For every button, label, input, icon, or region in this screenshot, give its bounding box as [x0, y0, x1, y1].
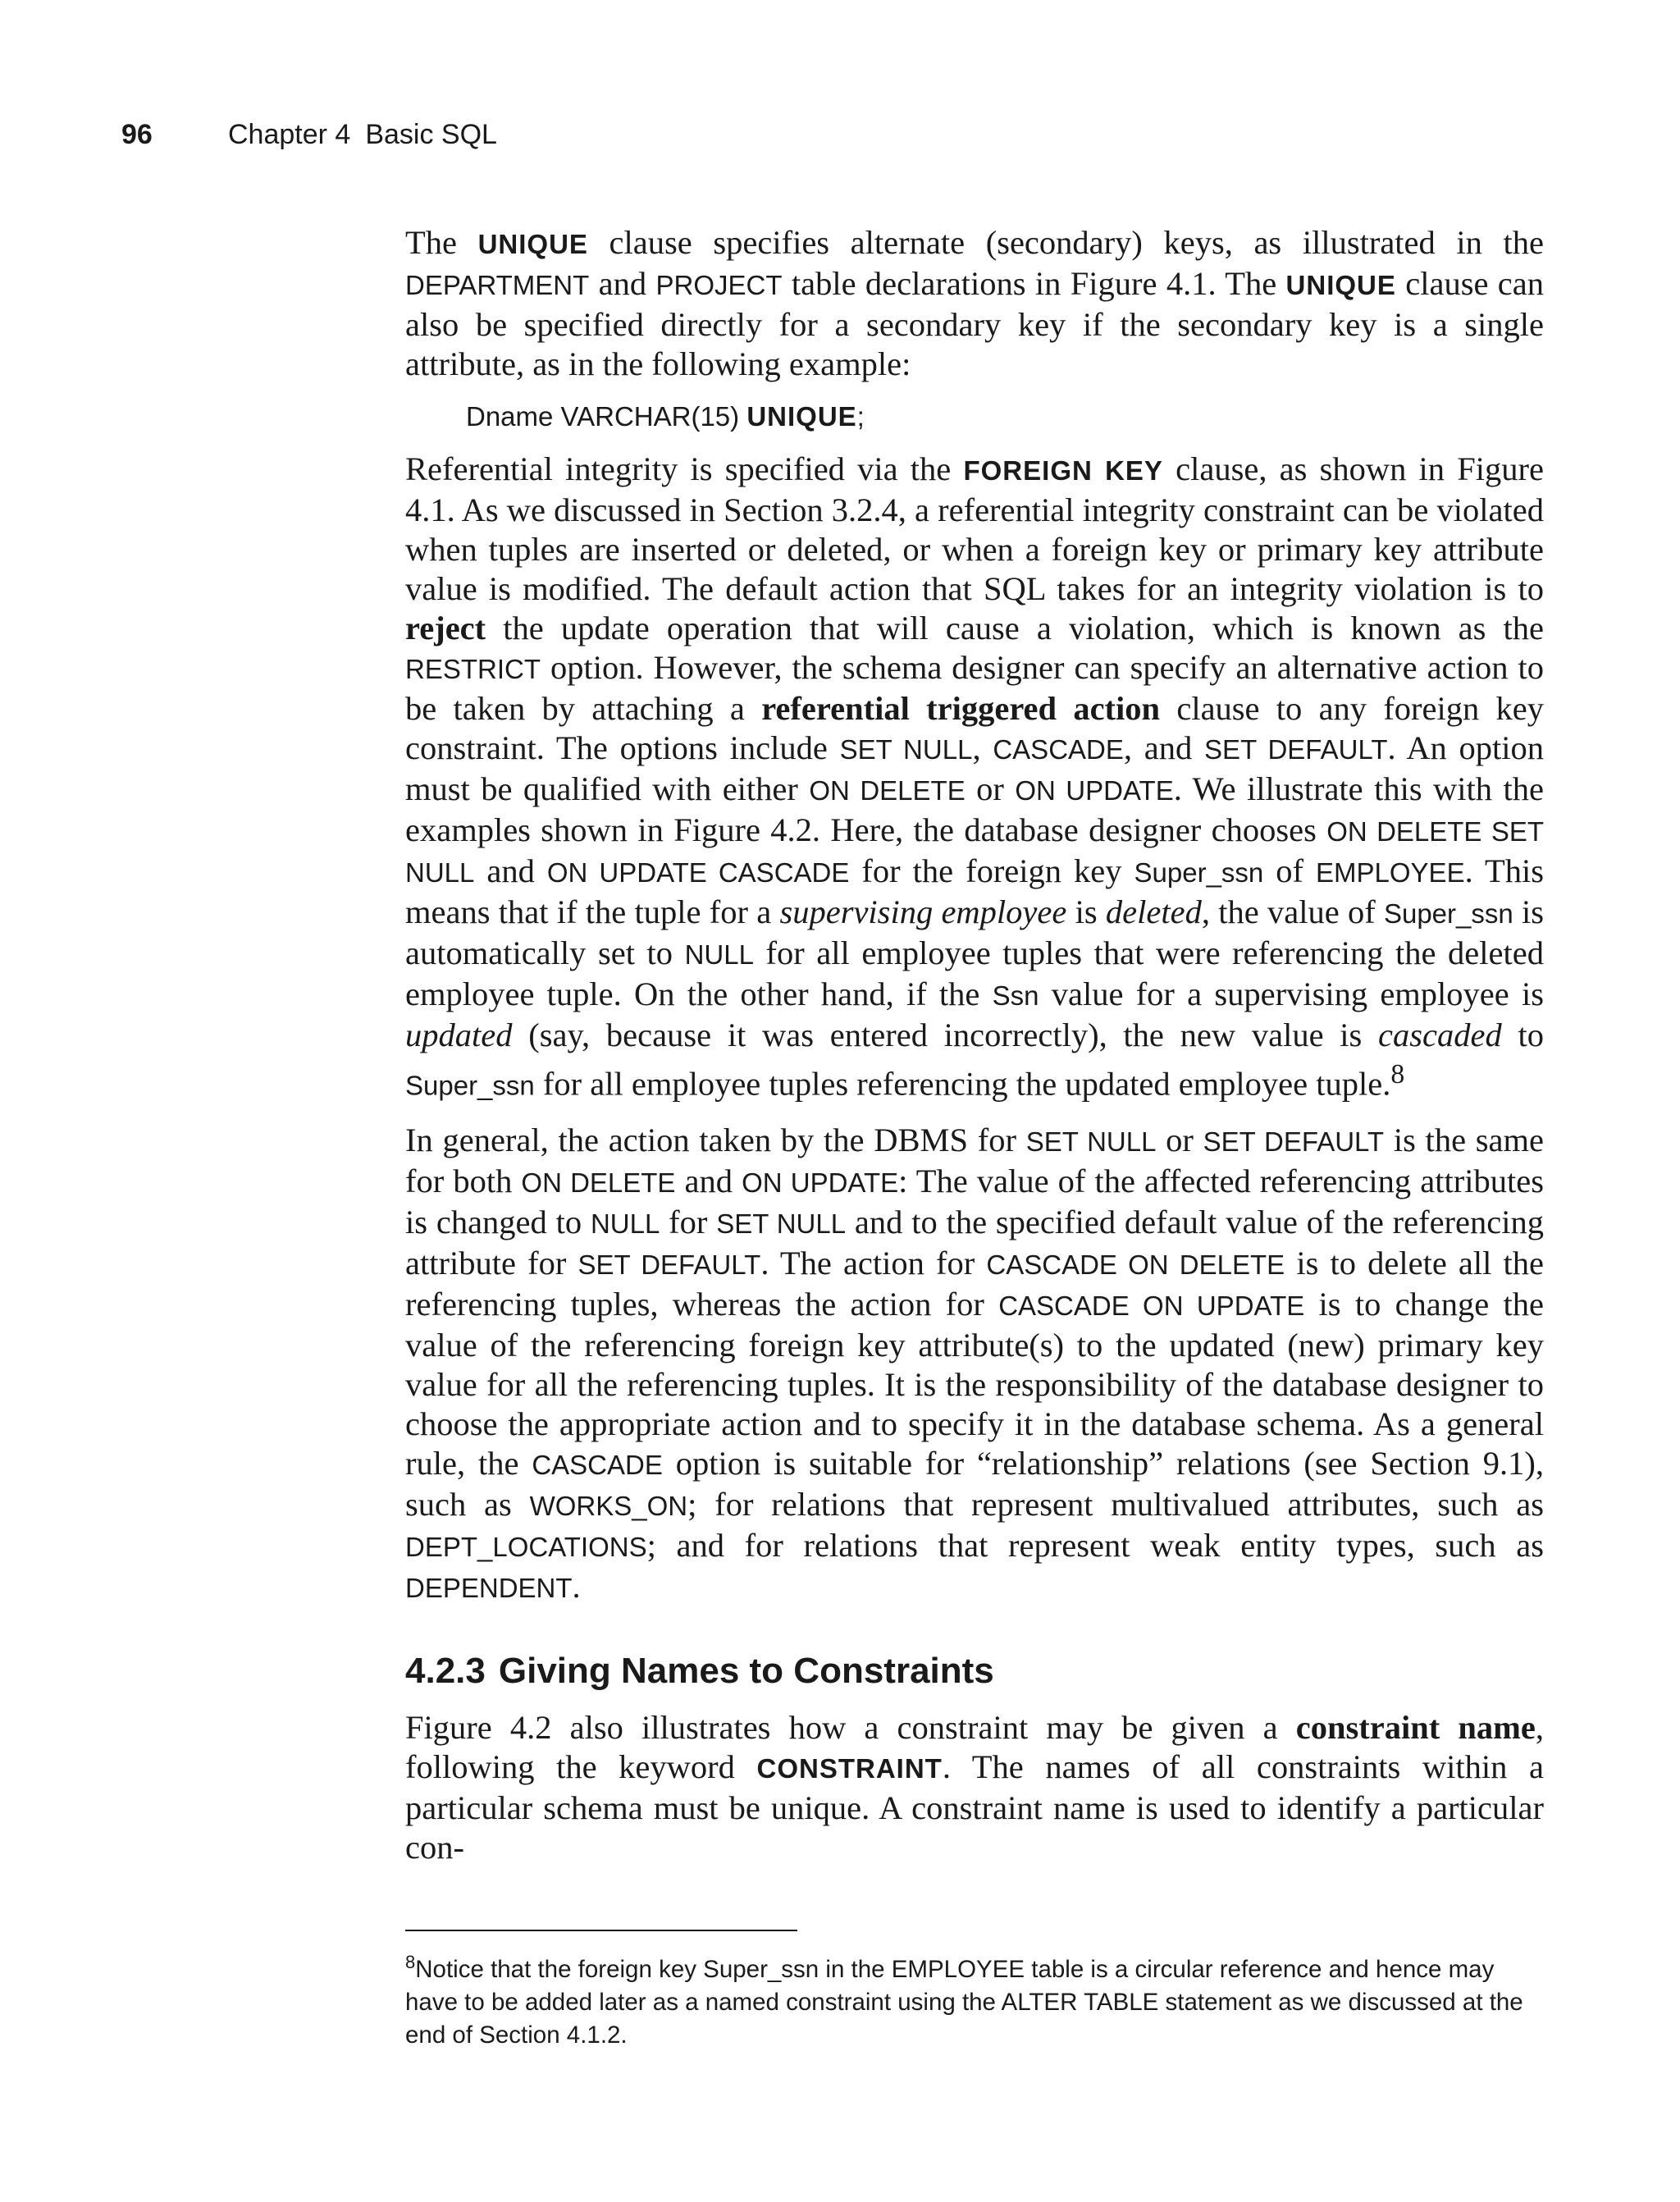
- keyword: CASCADE ON UPDATE: [998, 1290, 1305, 1321]
- text: . This means that if the tuple for a: [405, 852, 1544, 930]
- footnote-marker: 8: [405, 1952, 416, 1972]
- text: to: [1501, 1016, 1544, 1053]
- text: and: [474, 852, 547, 889]
- text: .: [572, 1567, 581, 1605]
- keyword: FOREIGN KEY: [963, 455, 1163, 486]
- keyword: Ssn: [992, 980, 1039, 1011]
- text: clause to any foreign key constraint. The options include: [405, 690, 1545, 766]
- text: ,: [972, 729, 993, 766]
- footnote-reference: 8: [1390, 1059, 1405, 1090]
- text: , and: [1123, 729, 1205, 766]
- footnote: [405, 1946, 1545, 2052]
- text: In general, the action taken by the DBMS for: [405, 1121, 1026, 1158]
- keyword: ON UPDATE: [1015, 775, 1174, 806]
- keyword: PROJECT: [655, 270, 783, 300]
- text: option. However, the schema designer can specify an alternative action to be taken by attaching a: [405, 649, 1544, 727]
- keyword: ON UPDATE: [742, 1167, 899, 1198]
- text: Referential integrity is specified via the: [405, 450, 964, 487]
- keyword: DEPARTMENT: [405, 270, 590, 300]
- text: . We illustrate this with the examples shown in Figure 4.2. Here, the database designer chooses: [405, 770, 1544, 848]
- text: and: [675, 1162, 742, 1199]
- text: The: [405, 224, 478, 261]
- text: value for a supervising employee is: [1039, 975, 1545, 1012]
- text: for all employee tuples that were referencing the deleted employee tuple. On the other hand, if the: [405, 934, 1544, 1012]
- keyword: DEPENDENT: [405, 1572, 573, 1603]
- text: , following the keyword: [405, 1708, 1544, 1785]
- footnote-divider: [405, 1930, 797, 1931]
- paragraph-unique-clause: [405, 223, 1544, 384]
- bold-term: referential triggered action: [761, 690, 1161, 727]
- text: is automatically set to: [405, 893, 1545, 971]
- keyword: SET DEFAULT: [578, 1249, 761, 1280]
- text: for: [660, 1203, 717, 1240]
- text: of: [1263, 852, 1317, 889]
- keyword: ON DELETE: [809, 775, 966, 806]
- keyword: ON DELETE: [521, 1167, 676, 1198]
- chapter-title: Basic SQL: [365, 119, 497, 150]
- paragraph-constraint-names: [405, 1708, 1544, 1867]
- text: (say, because it was entered incorrectly), the new value is: [512, 1016, 1379, 1053]
- keyword: Super_ssn: [1383, 898, 1513, 929]
- keyword: DEPT_LOCATIONS: [405, 1531, 647, 1562]
- text: . An option must be qualified with either: [405, 729, 1544, 807]
- keyword: RESTRICT: [405, 654, 541, 684]
- keyword: UNIQUE: [1285, 270, 1396, 300]
- text: and: [589, 265, 656, 302]
- text: clause, as shown in Figure 4.1. As we discussed in Section 3.2.4, a referential integrity constraint can be violated when tuples are inserted or deleted, or when a foreign key or primary key attribute value is modified. The default action that SQL takes for an integrity violation is to: [405, 450, 1544, 607]
- text: is: [1066, 893, 1106, 930]
- keyword: SET DEFAULT: [1203, 1126, 1385, 1157]
- text: is the same for both: [405, 1121, 1544, 1199]
- code-text: Dname VARCHAR(15): [466, 401, 747, 432]
- chapter-label: Chapter 4: [228, 119, 351, 150]
- keyword: NULL: [590, 1208, 660, 1239]
- footnote-text: Notice that the foreign key Super_ssn in the EMPLOYEE table is a circular reference and hence may have to be added later as a named constraint using the ALTER TABLE statement as we discussed at the end of Section 4.1.2.: [405, 1955, 1523, 2049]
- keyword: SET DEFAULT: [1204, 734, 1388, 765]
- text: for the foreign key: [849, 852, 1134, 889]
- paragraph-referential-integrity: [405, 450, 1544, 1106]
- bold-term: reject: [405, 610, 486, 646]
- keyword: CASCADE: [993, 734, 1124, 765]
- keyword: SET NULL: [839, 734, 973, 765]
- italic-term: supervising employee: [779, 893, 1067, 930]
- keyword: ON DELETE SET NULL: [405, 816, 1544, 888]
- keyword: SET NULL: [1025, 1126, 1157, 1157]
- text: . The names of all constraints within a particular schema must be unique. A constraint name is used to identify a particular con-: [405, 1747, 1544, 1866]
- keyword: CONSTRAINT: [756, 1752, 943, 1784]
- text: for all employee tuples referencing the updated employee tuple.: [534, 1065, 1391, 1103]
- keyword: SET NULL: [716, 1208, 847, 1239]
- keyword: CASCADE ON DELETE: [986, 1249, 1285, 1280]
- page-header: [121, 119, 497, 151]
- keyword: CASCADE: [532, 1449, 663, 1480]
- body-text: [405, 223, 1544, 1882]
- text: and to the specified default value of the referencing attribute for: [405, 1203, 1544, 1281]
- italic-term: updated: [405, 1016, 513, 1053]
- italic-term: deleted: [1105, 893, 1202, 930]
- bold-term: constraint name: [1295, 1708, 1536, 1746]
- text: , the value of: [1201, 893, 1384, 930]
- running-head: [228, 119, 497, 151]
- section-heading: [405, 1649, 1544, 1693]
- text: the update operation that will cause a violation, which is known as the: [486, 610, 1544, 646]
- text: or: [965, 770, 1016, 807]
- section-title: Giving Names to Constraints: [498, 1650, 994, 1691]
- code-text: ;: [856, 401, 865, 432]
- code-example: [466, 399, 1544, 435]
- text: is to delete all the referencing tuples, whereas the action for: [405, 1244, 1545, 1323]
- text: Figure 4.2 also illustrates how a constraint may be given a: [405, 1708, 1296, 1746]
- text: or: [1156, 1121, 1203, 1158]
- text: clause can also be specified directly for a secondary key if the secondary key is a single attribute, as in the following example:: [405, 265, 1544, 382]
- keyword: Super_ssn: [1134, 857, 1264, 888]
- text: : The value of the affected referencing attributes is changed to: [405, 1162, 1544, 1240]
- text: option is suitable for “relationship” relations (see Section 9.1), such as: [405, 1444, 1544, 1523]
- code-keyword: UNIQUE: [746, 401, 857, 432]
- text: table declarations in Figure 4.1. The: [782, 265, 1286, 302]
- keyword: EMPLOYEE: [1316, 857, 1465, 888]
- paragraph-dbms-actions: [405, 1121, 1544, 1608]
- text: is to change the value of the referencing foreign key attribute(s) to the updated (new) primary key value for all the referencing tuples. It is the responsibility of the database designer to choose the appropriate action and to specify it in the database schema. As a general rule, the: [405, 1285, 1545, 1482]
- text: ; and for relations that represent weak entity types, such as: [646, 1526, 1544, 1564]
- keyword: WORKS_ON: [529, 1490, 688, 1521]
- keyword: UNIQUE: [477, 229, 588, 259]
- text: . The action for: [760, 1244, 987, 1281]
- keyword: ON UPDATE CASCADE: [546, 857, 850, 888]
- keyword: Super_ssn: [405, 1070, 535, 1101]
- keyword: NULL: [684, 939, 754, 970]
- text: ; for relations that represent multivalued attributes, such as: [687, 1485, 1544, 1523]
- italic-term: cascaded: [1378, 1016, 1502, 1053]
- text: clause specifies alternate (secondary) keys, as illustrated in the: [587, 224, 1545, 261]
- section-number: 4.2.3: [405, 1650, 486, 1691]
- page-number: 96: [121, 119, 153, 150]
